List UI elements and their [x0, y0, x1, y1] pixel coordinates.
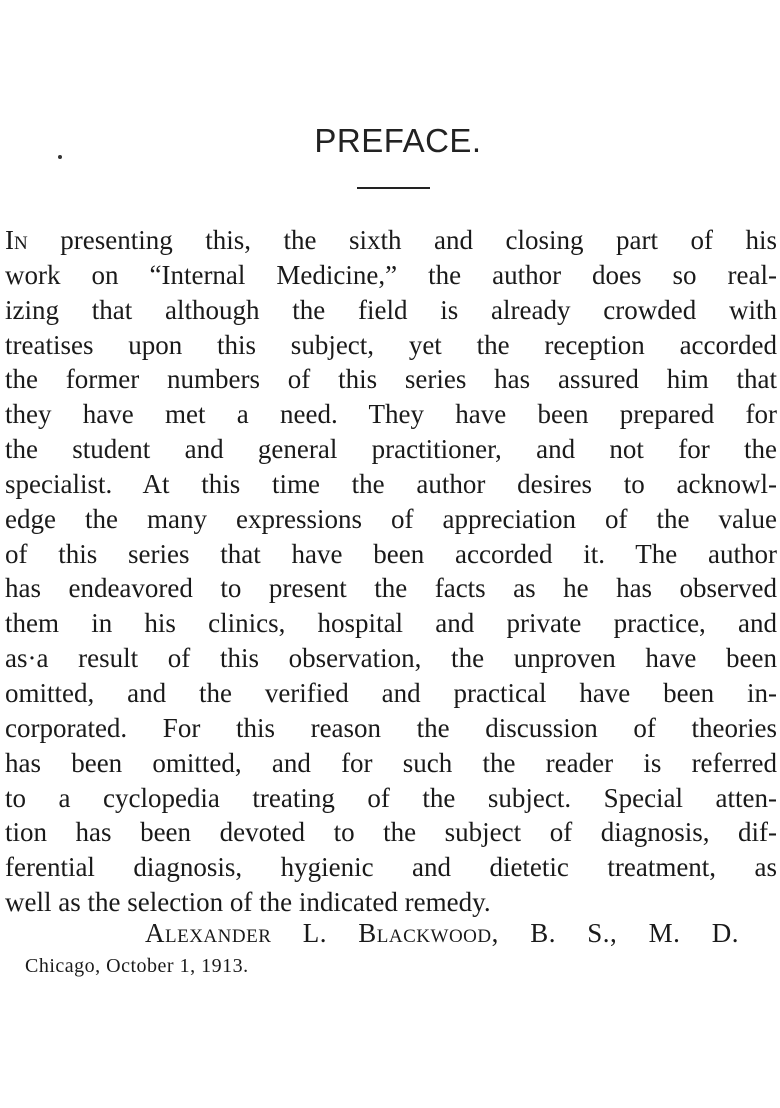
text-line: the former numbers of this series has assured him that: [5, 364, 777, 395]
text-line: [5, 223, 777, 258]
title-rule: [357, 187, 430, 189]
lead-word: In: [5, 225, 28, 255]
text-line: has been omitted, and for such the reader is referred: [5, 747, 777, 778]
text-line: has endeavored to present the facts as he has observed: [5, 573, 777, 604]
text-line: them in his clinics, hospital and private practice, and: [5, 608, 777, 639]
text-line: well as the selection of the indicated remedy.: [5, 887, 491, 918]
text-line: work on “Internal Medicine,” the author does so real-: [5, 259, 777, 290]
text-line: specialist. At this time the author desires to acknowl-: [5, 468, 777, 499]
page-title: PREFACE.: [314, 122, 482, 159]
author-signature: Alexander L. Blackwood, B. S., M. D.: [145, 918, 739, 948]
text-line: of this series that have been accorded it. The author: [5, 538, 777, 569]
text-line: tion has been devoted to the subject of diagnosis, dif-: [5, 817, 777, 848]
text-line: izing that although the field is already crowded with: [5, 294, 777, 325]
text-line: edge the many expressions of appreciation of the value: [5, 503, 777, 534]
text-line: ferential diagnosis, hygienic and dietetic treatment, as: [5, 852, 777, 883]
stray-mark: [58, 155, 62, 159]
text-line: the student and general practitioner, and not for the: [5, 434, 777, 465]
text-line: as·a result of this observation, the unproven have been: [5, 643, 777, 674]
text-line: treatises upon this subject, yet the reception accorded: [5, 329, 777, 360]
text-line: corporated. For this reason the discussion of theories: [5, 712, 777, 743]
text-line: to a cyclopedia treating of the subject. Special atten-: [5, 782, 777, 813]
place-date: Chicago, October 1, 1913.: [25, 955, 249, 977]
preface-body: [5, 223, 777, 920]
text-line: omitted, and the verified and practical have been in-: [5, 677, 777, 708]
text-line: they have met a need. They have been prepared for: [5, 399, 777, 430]
line-text: presenting this, the sixth and closing part of his: [27, 225, 777, 255]
